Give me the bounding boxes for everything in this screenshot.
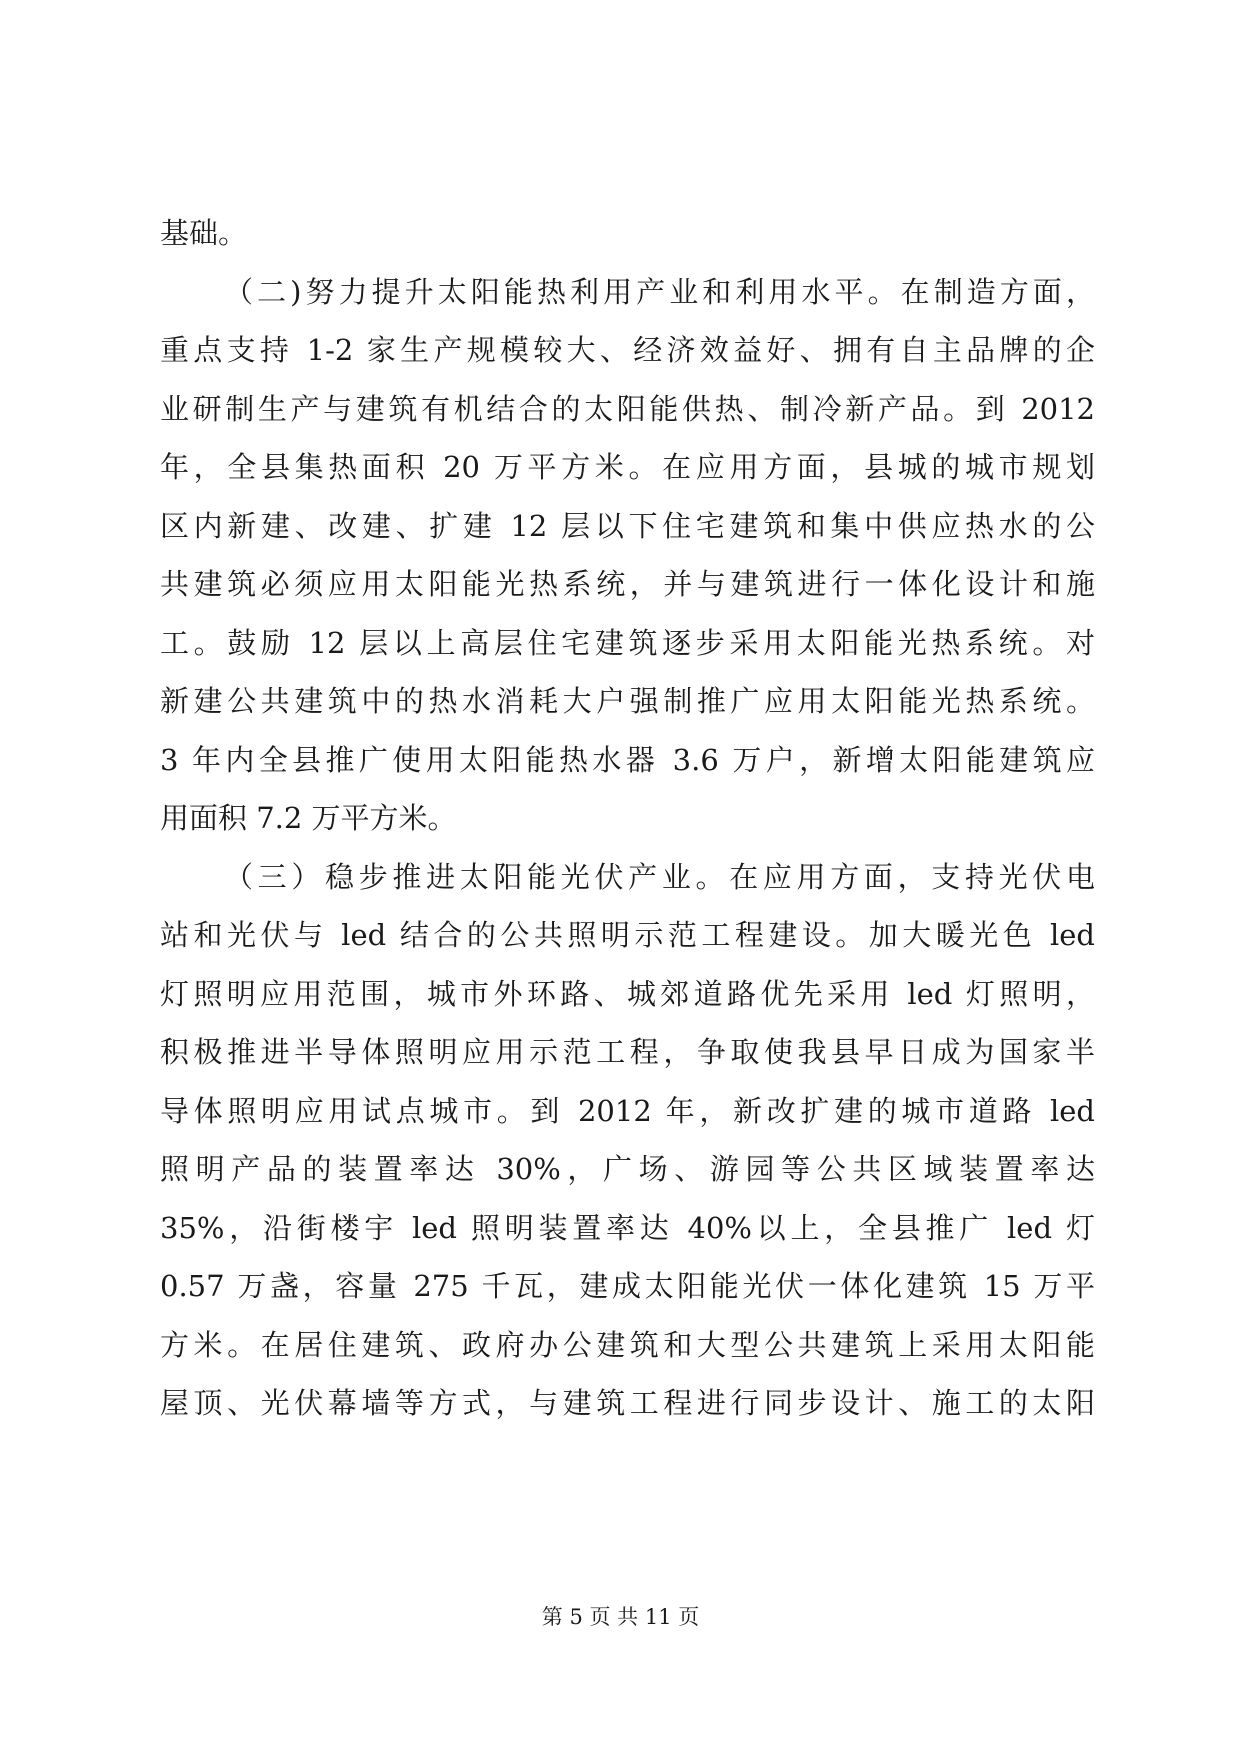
text-line: （二)努力提升太阳能热利用产业和利用水平。在制造方面，	[224, 275, 1095, 309]
text-line: 基础。	[160, 216, 248, 250]
text-line: 0.57 万盏，容量 275 千瓦，建成太阳能光伏一体化建筑 15 万平	[160, 1269, 1095, 1303]
text-line: 业研制生产与建筑有机结合的太阳能供热、制冷新产品。到 2012	[160, 392, 1095, 426]
text-line: 用面积 7.2 万平方米。	[160, 801, 457, 835]
text-line: 导体照明应用试点城市。到 2012 年，新改扩建的城市道路 led	[160, 1094, 1095, 1128]
text-line: 灯照明应用范围，城市外环路、城郊道路优先采用 led 灯照明，	[160, 977, 1095, 1011]
text-line: 照明产品的装置率达 30%，广场、游园等公共区域装置率达	[160, 1152, 1095, 1186]
page-number-footer: 第 5 页 共 11 页	[541, 1605, 700, 1629]
text-line: （三）稳步推进太阳能光伏产业。在应用方面，支持光伏电	[224, 860, 1095, 894]
text-line: 3 年内全县推广使用太阳能热水器 3.6 万户，新增太阳能建筑应	[160, 743, 1095, 777]
text-line: 新建公共建筑中的热水消耗大户强制推广应用太阳能光热系统。	[160, 684, 1095, 718]
text-line: 方米。在居住建筑、政府办公建筑和大型公共建筑上采用太阳能	[160, 1328, 1095, 1362]
text-line: 区内新建、改建、扩建 12 层以下住宅建筑和集中供应热水的公	[160, 509, 1095, 543]
text-line: 积极推进半导体照明应用示范工程，争取使我县早日成为国家半	[160, 1035, 1095, 1069]
text-line: 屋顶、光伏幕墙等方式，与建筑工程进行同步设计、施工的太阳	[160, 1386, 1095, 1420]
text-line: 重点支持 1-2 家生产规模较大、经济效益好、拥有自主品牌的企	[160, 333, 1095, 367]
text-line: 站和光伏与 led 结合的公共照明示范工程建设。加大暖光色 led	[160, 918, 1095, 952]
text-line: 年，全县集热面积 20 万平方米。在应用方面，县城的城市规划	[160, 450, 1095, 484]
text-line: 35%，沿街楼宇 led 照明装置率达 40%以上，全县推广 led 灯	[160, 1211, 1095, 1245]
text-line: 共建筑必须应用太阳能光热系统，并与建筑进行一体化设计和施	[160, 567, 1095, 601]
text-line: 工。鼓励 12 层以上高层住宅建筑逐步采用太阳能光热系统。对	[160, 626, 1095, 660]
